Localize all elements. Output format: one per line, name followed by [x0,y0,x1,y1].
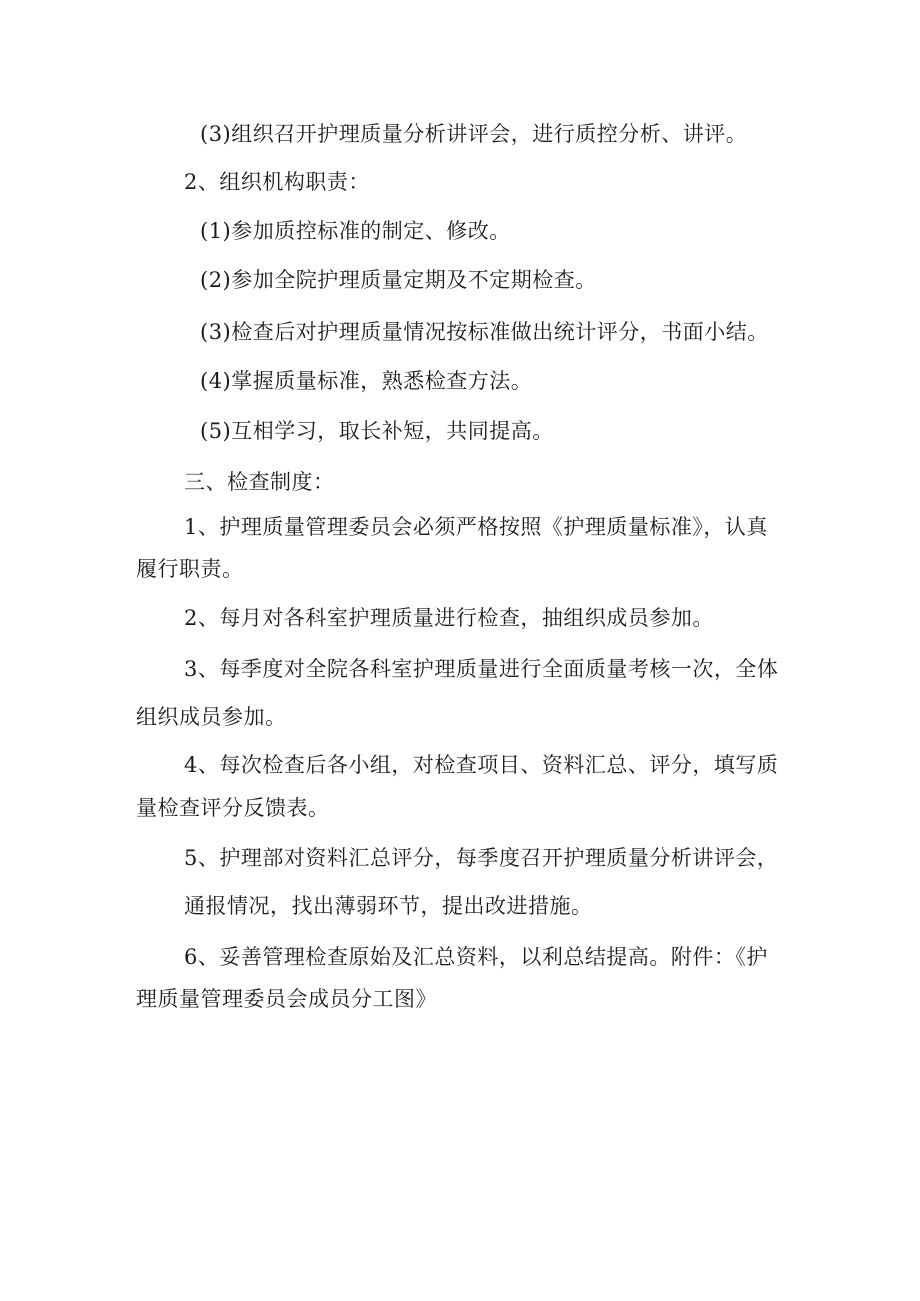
paragraph-duty-2: (2)参加全院护理质量定期及不定期检查。 [200,268,597,292]
paragraph-rule-3-line-1: 3、每季度对全院各科室护理质量进行全面质量考核一次，全体 [184,657,779,681]
heading-inspection-system: 三、检查制度： [184,470,335,494]
paragraph-rule-3-line-2: 组织成员参加。 [136,705,287,729]
paragraph-rule-5-line-1: 5、护理部对资料汇总评分，每季度召开护理质量分析讲评会， [184,846,779,870]
paragraph-rule-6-line-2: 理质量管理委员会成员分工图》 [136,987,437,1011]
heading-org-duties: 2、组织机构职责： [184,170,370,194]
paragraph-rule-1-line-1: 1、护理质量管理委员会必须严格按照《护理质量标准》，认真 [184,515,768,539]
paragraph-rule-6-line-1: 6、妥善管理检查原始及汇总资料，以利总结提高。附件：《护 [184,945,768,969]
paragraph-rule-2: 2、每月对各科室护理质量进行检查，抽组织成员参加。 [184,606,714,630]
paragraph-rule-4-line-1: 4、每次检查后各小组，对检查项目、资料汇总、评分，填写质 [184,753,779,777]
paragraph-rule-4-line-2: 量检查评分反馈表。 [136,796,330,820]
paragraph-quality-meeting: (3)组织召开护理质量分析讲评会，进行质控分析、讲评。 [200,122,748,146]
paragraph-duty-1: (1)参加质控标准的制定、修改。 [200,219,511,243]
paragraph-duty-3: (3)检查后对护理质量情况按标准做出统计评分，书面小结。 [200,320,769,344]
paragraph-duty-4: (4)掌握质量标准，熟悉检查方法。 [200,369,533,393]
paragraph-rule-5-line-2: 通报情况，找出薄弱环节，提出改进措施。 [184,894,593,918]
paragraph-duty-5: (5)互相学习，取长补短，共同提高。 [200,419,554,443]
paragraph-rule-1-line-2: 履行职责。 [136,557,244,581]
